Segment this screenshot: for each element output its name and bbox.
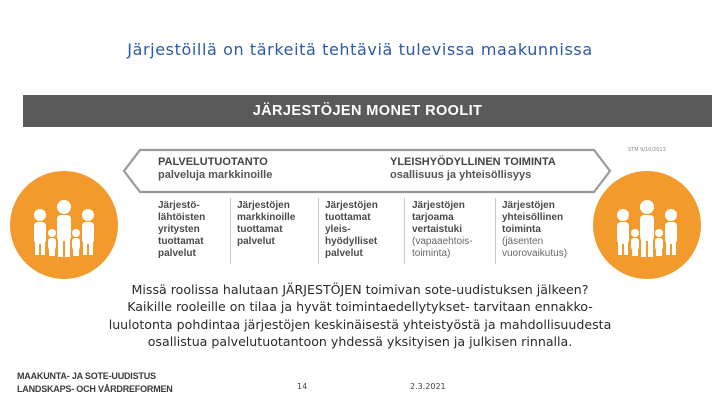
role-column-5 — [502, 200, 582, 264]
role-line: tuottamat — [158, 236, 204, 247]
role-column-4 — [412, 200, 492, 264]
question-line: Missä roolissa halutaan JÄRJESTÖJEN toimivan sote-uudistuksen jälkeen? — [131, 282, 589, 297]
footer-brand-line-2: LANDSKAPS- OCH VÅRDREFORMEN — [17, 384, 173, 394]
role-line: Järjestöjen — [412, 200, 465, 211]
page-number: 14 — [297, 382, 308, 391]
arrow-left-subtitle: palveluja markkinoille — [158, 169, 273, 181]
role-line: palvelut — [237, 236, 275, 247]
role-line: palvelut — [158, 248, 196, 259]
role-extra: (jäsenten — [502, 236, 544, 247]
role-line: tarjoama — [412, 212, 454, 223]
role-line: Järjestöjen — [237, 200, 290, 211]
role-line: hyödylliset — [325, 236, 378, 247]
role-line: yleis- — [325, 224, 351, 235]
column-divider — [495, 198, 496, 264]
column-divider — [318, 198, 319, 264]
role-line: yhteisöllinen — [502, 212, 564, 223]
role-extra: toiminta) — [412, 248, 451, 259]
question-line: Kaikille rooleille on tilaa ja hyvät toimintaedellytykset- tarvitaan ennakko- — [127, 299, 593, 315]
role-line: tuottamat — [325, 212, 371, 223]
role-line: yritysten — [158, 224, 200, 235]
footer-date: 2.3.2021 — [410, 382, 446, 391]
column-divider — [404, 198, 405, 264]
roles-arrow — [122, 148, 612, 194]
role-line: tuottamat — [237, 224, 283, 235]
people-group-icon — [593, 171, 701, 279]
question-text — [24, 281, 696, 350]
roles-banner: JÄRJESTÖJEN MONET ROOLIT — [23, 95, 712, 127]
footer-brand-logo — [17, 370, 173, 396]
question-line: luulotonta pohdintaa järjestöjen keskinäisestä yhteistyöstä ja mahdollisuudesta — [108, 316, 612, 332]
arrow-left-label — [158, 156, 272, 182]
role-column-2 — [237, 200, 317, 264]
column-divider — [230, 198, 231, 264]
role-line: toiminta — [502, 224, 541, 235]
role-line: Järjestöjen — [502, 200, 555, 211]
arrow-right-title: YLEISHYÖDYLLINEN TOIMINTA — [390, 156, 556, 168]
arrow-left-title: PALVELUTUOTANTO — [158, 156, 268, 168]
role-column-1 — [158, 200, 238, 264]
slide-title: Järjestöillä on tärkeitä tehtäviä tulevissa maakunnissa — [127, 40, 593, 59]
role-column-3 — [325, 200, 405, 264]
role-line: Järjestöjen — [325, 200, 378, 211]
arrow-right-label — [390, 156, 556, 182]
role-line: markkinoille — [237, 212, 296, 223]
role-extra: (vapaaehtois- — [412, 236, 473, 247]
role-extra: vuorovaikutus) — [502, 248, 568, 259]
arrow-right-subtitle: osallisuus ja yhteisöllisyys — [390, 169, 532, 181]
source-stamp: STM 9/10/2013 — [628, 147, 666, 153]
role-line: palvelut — [325, 248, 363, 259]
role-line: vertaistuki — [412, 224, 463, 235]
role-line: lähtöisten — [158, 212, 206, 223]
question-line: osallistua palvelutuotantoon yhdessä yksityisen ja julkisen rinnalla. — [147, 333, 573, 349]
role-line: Järjestö- — [158, 200, 200, 211]
people-group-icon — [10, 171, 118, 279]
footer-brand-line-1: MAAKUNTA- JA SOTE-UUDISTUS — [17, 371, 156, 381]
